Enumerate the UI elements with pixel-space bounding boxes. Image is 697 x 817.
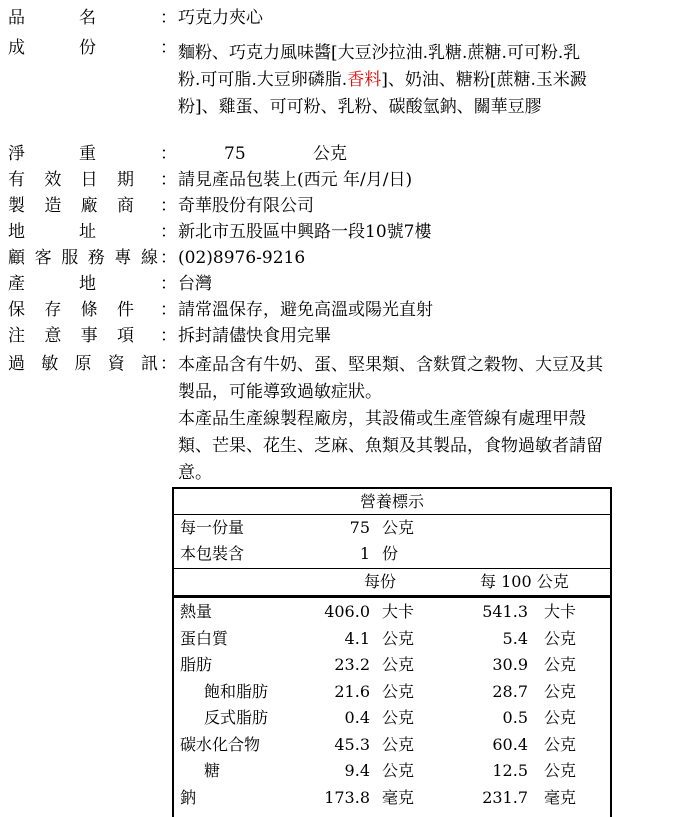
notice-label bbox=[8, 324, 134, 348]
hotline-row bbox=[0, 246, 697, 270]
nutrient-name: 蛋白質 bbox=[180, 628, 229, 648]
colon: ： bbox=[160, 144, 177, 164]
serving-size-value: 75 bbox=[349, 518, 370, 537]
servings-unit: 份 bbox=[382, 544, 399, 563]
per-serving-unit: 公克 bbox=[382, 734, 415, 754]
nutrient-name: 反式脂肪 bbox=[204, 708, 269, 727]
label-char: 件 bbox=[116, 300, 134, 320]
per-100g-unit: 公克 bbox=[544, 681, 577, 701]
nutrient-name: 脂肪 bbox=[180, 655, 213, 674]
ingredients-text: ]、奶油、糖粉[蔗糖.玉米澱 bbox=[381, 70, 587, 90]
label-char: 有 bbox=[8, 170, 25, 190]
label-char: 客 bbox=[34, 248, 52, 268]
label-char: 效 bbox=[44, 170, 62, 190]
allergen-line: 類、芒果、花生、芝麻、魚類及其製品，食物過敏者請留 bbox=[178, 436, 603, 456]
net-weight-amount: 75 bbox=[224, 144, 246, 164]
product-name-row bbox=[0, 6, 697, 30]
per-serving-unit: 大卡 bbox=[382, 602, 415, 621]
colon: ： bbox=[160, 170, 177, 190]
colon: ： bbox=[160, 8, 177, 28]
per-100g-value: 231.7 bbox=[482, 787, 528, 807]
colon: ： bbox=[160, 274, 177, 294]
per-100g-unit: 公克 bbox=[544, 655, 577, 674]
ingredients-text: 粉.可可脂.大豆卵磷脂. bbox=[178, 70, 348, 90]
serving-size-label: 每一份量 bbox=[180, 518, 245, 537]
allergen-value bbox=[178, 352, 690, 487]
per-100g-unit: 公克 bbox=[544, 628, 577, 648]
label-char: 線 bbox=[140, 248, 158, 268]
per-100g-value: 12.5 bbox=[492, 761, 528, 780]
per-serving-value: 4.1 bbox=[344, 628, 370, 648]
address-value: 新北市五股區中興路一段10號7樓 bbox=[178, 222, 432, 242]
servings-value: 1 bbox=[359, 544, 370, 563]
label-char: 日 bbox=[80, 170, 98, 190]
expiry-label bbox=[8, 168, 134, 192]
label-char: 造 bbox=[44, 196, 62, 216]
hotline-label bbox=[8, 246, 158, 270]
allergen-line: 意。 bbox=[178, 463, 212, 483]
colon: ： bbox=[160, 248, 177, 268]
per-serving-value: 173.8 bbox=[324, 787, 370, 807]
label-char: 重 bbox=[79, 144, 96, 164]
per-100g-unit: 公克 bbox=[544, 761, 577, 780]
label-char: 地 bbox=[79, 274, 96, 294]
servings-row bbox=[174, 541, 610, 567]
table-divider-thick bbox=[174, 595, 610, 598]
servings-label: 本包裝含 bbox=[180, 544, 245, 563]
per-serving-value: 406.0 bbox=[324, 602, 370, 621]
notice-row bbox=[0, 324, 697, 348]
ingredients-text: 粉]、雞蛋、可可粉、乳粉、碳酸氫鈉、關華豆膠 bbox=[178, 97, 542, 117]
colon: ： bbox=[160, 354, 177, 374]
manufacturer-row bbox=[0, 194, 697, 218]
nutrient-row bbox=[174, 652, 610, 678]
allergen-label bbox=[8, 352, 158, 376]
flavoring-highlight: 香料 bbox=[347, 70, 382, 90]
label-char: 敏 bbox=[41, 354, 59, 374]
nutrient-row bbox=[174, 758, 610, 784]
per-serving-value: 9.4 bbox=[344, 761, 370, 780]
per-100g-value: 541.3 bbox=[482, 602, 528, 621]
column-header-row bbox=[174, 569, 610, 595]
label-char: 訊 bbox=[141, 354, 158, 374]
hotline-value: (02)8976-9216 bbox=[178, 248, 306, 268]
storage-value: 請常溫保存，避免高溫或陽光直射 bbox=[178, 300, 433, 320]
per-serving-unit: 公克 bbox=[382, 708, 415, 727]
nutrient-row bbox=[174, 679, 610, 705]
per-100g-unit: 公克 bbox=[544, 734, 577, 754]
per-100g-header: 每 100 公克 bbox=[480, 572, 569, 591]
label-char: 資 bbox=[107, 354, 125, 374]
nutrient-name: 鈉 bbox=[180, 787, 197, 807]
per-serving-header: 每份 bbox=[364, 572, 397, 591]
label-char: 存 bbox=[44, 300, 62, 320]
label-char: 項 bbox=[116, 326, 134, 346]
label-char: 址 bbox=[79, 222, 96, 242]
label-char: 廠 bbox=[80, 196, 98, 216]
expiry-row bbox=[0, 168, 697, 192]
nutrient-name: 糖 bbox=[204, 761, 221, 780]
ingredients-text: 麵粉、巧克力風味醬[大豆沙拉油.乳糖.蔗糖.可可粉.乳 bbox=[178, 43, 581, 63]
nutrition-table bbox=[172, 487, 612, 817]
per-100g-unit: 公克 bbox=[544, 708, 577, 727]
label-char: 品 bbox=[8, 8, 25, 28]
label-char: 務 bbox=[87, 248, 105, 268]
colon: ： bbox=[160, 326, 177, 346]
address-row bbox=[0, 220, 697, 244]
per-serving-value: 23.2 bbox=[334, 655, 370, 674]
colon: ： bbox=[160, 196, 177, 216]
per-serving-value: 0.4 bbox=[344, 708, 370, 727]
ingredients-line bbox=[178, 94, 690, 121]
allergen-line: 本產品生產線製程廠房，其設備或生產管線有處理甲殼 bbox=[178, 409, 586, 429]
storage-label bbox=[8, 298, 134, 322]
colon: ： bbox=[160, 38, 177, 58]
per-serving-unit: 公克 bbox=[382, 628, 415, 648]
label-char: 過 bbox=[8, 354, 25, 374]
nutrient-name: 熱量 bbox=[180, 602, 213, 621]
product-name-value: 巧克力夾心 bbox=[178, 8, 263, 28]
serving-size-unit: 公克 bbox=[382, 518, 415, 537]
label-char: 製 bbox=[8, 196, 25, 216]
label-char: 名 bbox=[79, 8, 96, 28]
notice-value: 拆封請儘快食用完畢 bbox=[178, 326, 331, 346]
label-char: 事 bbox=[80, 326, 98, 346]
label-char: 商 bbox=[116, 196, 134, 216]
label-char: 份 bbox=[79, 38, 96, 58]
label-char: 專 bbox=[114, 248, 132, 268]
allergen-line: 本產品含有牛奶、蛋、堅果類、含麩質之穀物、大豆及其 bbox=[178, 355, 603, 375]
per-serving-unit: 公克 bbox=[382, 761, 415, 780]
expiry-value: 請見產品包裝上(西元 年/月/日) bbox=[178, 170, 413, 190]
label-char: 地 bbox=[8, 222, 25, 242]
manufacturer-label bbox=[8, 194, 134, 218]
label-char: 保 bbox=[8, 300, 25, 320]
per-serving-unit: 公克 bbox=[382, 681, 415, 701]
serving-size-row bbox=[174, 515, 610, 541]
nutrient-row bbox=[174, 599, 610, 625]
ingredients-value bbox=[178, 40, 690, 121]
label-char: 成 bbox=[8, 38, 25, 58]
per-100g-value: 5.4 bbox=[502, 628, 528, 648]
nutrition-title: 營養標示 bbox=[174, 489, 610, 515]
product-name-label bbox=[8, 6, 96, 30]
origin-row bbox=[0, 272, 697, 296]
label-char: 顧 bbox=[8, 248, 25, 268]
nutrient-name: 碳水化合物 bbox=[180, 734, 261, 754]
storage-row bbox=[0, 298, 697, 322]
manufacturer-value: 奇華股份有限公司 bbox=[178, 196, 314, 216]
ingredients-line bbox=[178, 67, 690, 94]
ingredients-label bbox=[8, 36, 96, 60]
label-char: 意 bbox=[44, 326, 62, 346]
label-char: 期 bbox=[116, 170, 134, 190]
per-100g-unit: 毫克 bbox=[544, 787, 577, 807]
label-char: 條 bbox=[80, 300, 98, 320]
nutrient-row bbox=[174, 626, 610, 652]
per-100g-value: 28.7 bbox=[492, 681, 528, 701]
nutrient-row bbox=[174, 732, 610, 758]
per-serving-unit: 毫克 bbox=[382, 787, 415, 807]
per-serving-unit: 公克 bbox=[382, 655, 415, 674]
per-100g-value: 0.5 bbox=[502, 708, 528, 727]
net-weight-row bbox=[0, 142, 697, 166]
nutrient-row bbox=[174, 785, 610, 811]
label-char: 淨 bbox=[8, 144, 25, 164]
colon: ： bbox=[160, 222, 177, 242]
net-weight-unit: 公克 bbox=[313, 144, 347, 164]
label-char: 產 bbox=[8, 274, 25, 294]
ingredients-line bbox=[178, 40, 690, 67]
nutrient-row bbox=[174, 705, 610, 731]
address-label bbox=[8, 220, 96, 244]
origin-value: 台灣 bbox=[178, 274, 212, 294]
per-100g-value: 60.4 bbox=[492, 734, 528, 754]
label-char: 服 bbox=[61, 248, 79, 268]
per-serving-value: 21.6 bbox=[334, 681, 370, 701]
allergen-line: 製品，可能導致過敏症狀。 bbox=[178, 382, 382, 402]
label-char: 注 bbox=[8, 326, 25, 346]
colon: ： bbox=[160, 300, 177, 320]
net-weight-label bbox=[8, 142, 96, 166]
per-100g-unit: 大卡 bbox=[544, 602, 577, 621]
label-char: 原 bbox=[74, 354, 92, 374]
nutrient-name: 飽和脂肪 bbox=[204, 681, 269, 701]
origin-label bbox=[8, 272, 96, 296]
per-serving-value: 45.3 bbox=[334, 734, 370, 754]
per-100g-value: 30.9 bbox=[492, 655, 528, 674]
